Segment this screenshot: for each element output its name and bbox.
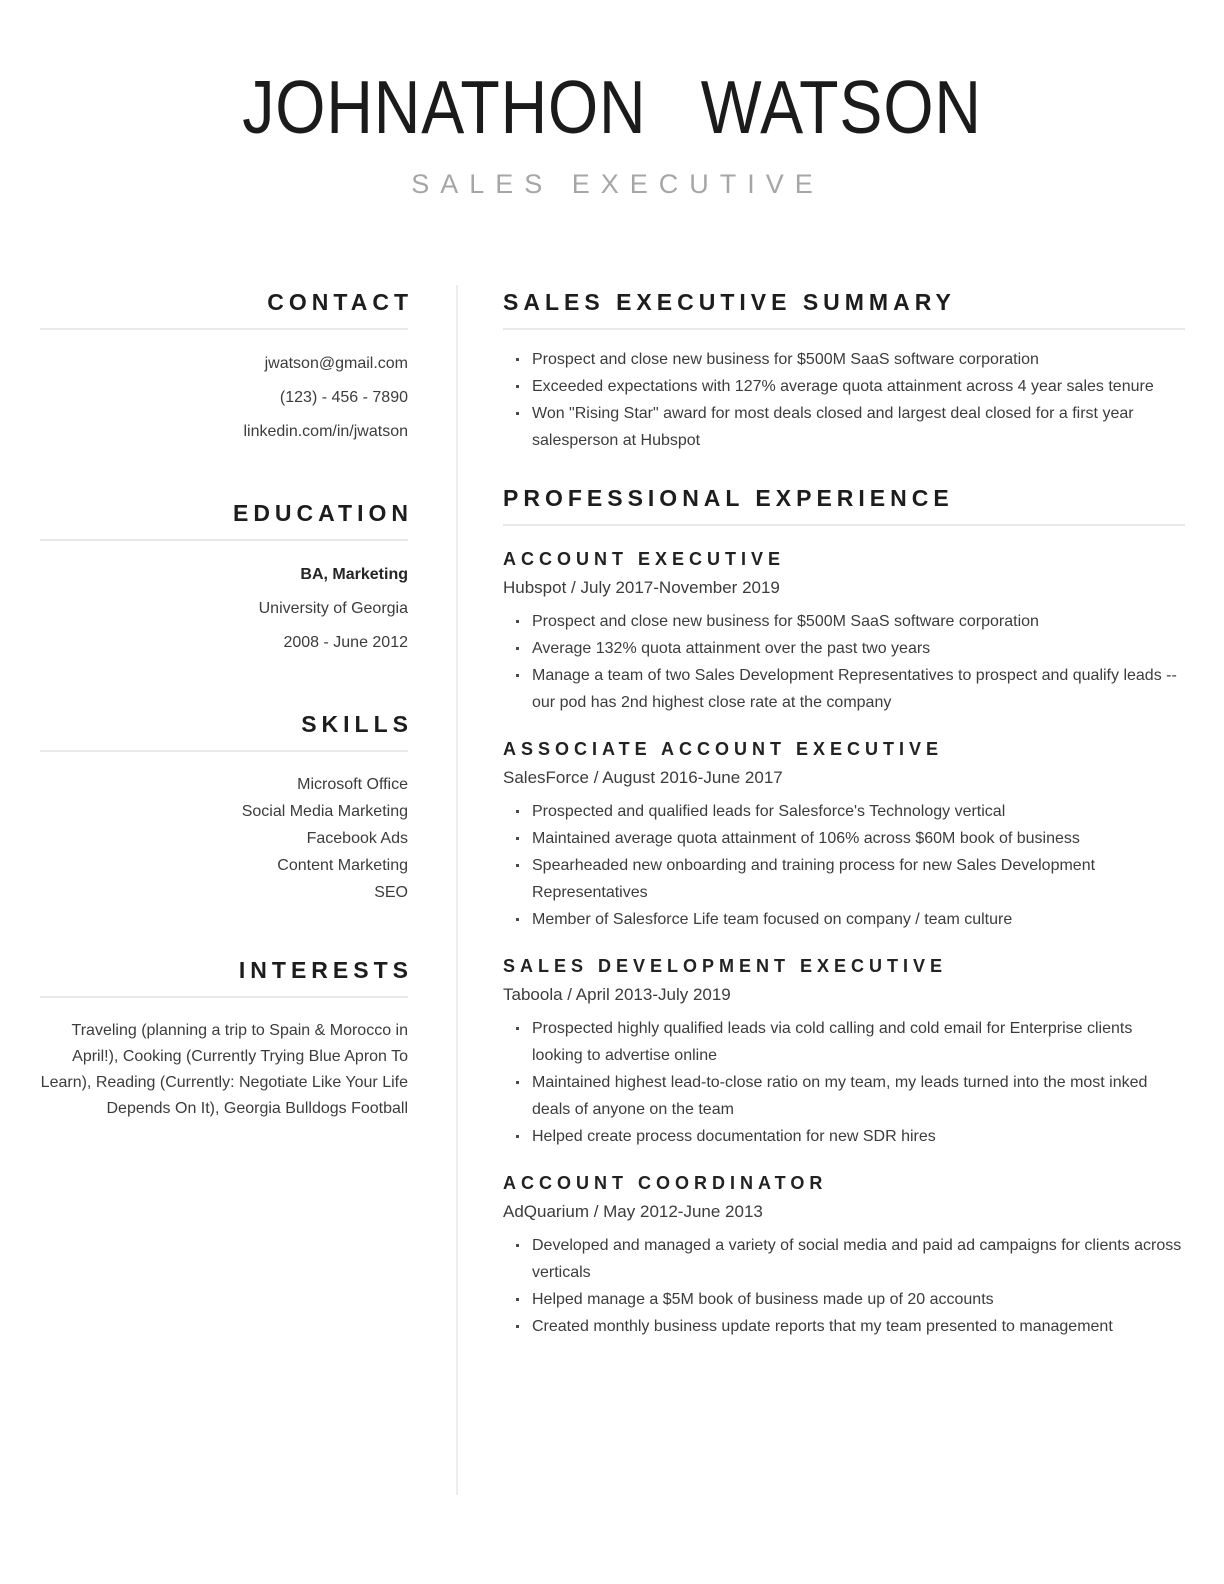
bullet-icon	[516, 674, 519, 677]
job-entry	[503, 548, 1185, 716]
contact-linkedin: linkedin.com/in/jwatson	[243, 423, 408, 440]
contact-phone: (123) - 456 - 7890	[279, 389, 408, 406]
job-bullet: Manage a team of two Sales Development Representatives to prospect and qualify leads -- our pod has 2nd highest close rate at the company	[503, 662, 1185, 716]
education-heading: EDUCATION	[232, 500, 413, 526]
job-bullet: Helped create process documentation for new SDR hires	[503, 1123, 1185, 1150]
skill-item: Content Marketing	[277, 857, 408, 874]
education-dates: 2008 - June 2012	[283, 634, 408, 651]
header-subtitle: SALES EXECUTIVE	[411, 169, 824, 199]
bullet-icon	[516, 918, 519, 921]
job-bullet: Maintained highest lead-to-close ratio on my team, my leads turned into the most inked deals of anyone on the team	[503, 1069, 1185, 1123]
skill-item: SEO	[374, 884, 408, 901]
interests-section	[40, 956, 413, 1122]
job-bullet: Helped manage a $5M book of business made up of 20 accounts	[503, 1286, 1185, 1313]
bullet-icon	[516, 358, 519, 361]
job-entry	[503, 1172, 1185, 1340]
job-entry	[503, 955, 1185, 1150]
education-entry	[40, 558, 408, 660]
contact-email: jwatson@gmail.com	[264, 355, 408, 372]
interests-text: Traveling (planning a trip to Spain & Morocco in April!), Cooking (Currently Trying Blue Apron To Learn), Reading (Currently: Negotiate Like Your Life Depends On It), Georgia Bulldogs Football	[40, 1022, 408, 1117]
resume-body	[0, 288, 1224, 1340]
section-rule	[503, 524, 1185, 526]
job-company-line: AdQuarium / May 2012-June 2013	[503, 1202, 763, 1221]
job-bullet: Prospect and close new business for $500M SaaS software corporation	[503, 608, 1185, 635]
experience-heading: PROFESSIONAL EXPERIENCE	[503, 485, 954, 511]
bullet-icon	[516, 1325, 519, 1328]
job-company-line: Taboola / April 2013-July 2019	[503, 985, 731, 1004]
job-bullet: Maintained average quota attainment of 106% across $60M book of business	[503, 825, 1185, 852]
interests-heading: INTERESTS	[238, 957, 413, 983]
contact-items	[40, 347, 408, 449]
job-bullet-list	[503, 1232, 1185, 1340]
job-company-line: SalesForce / August 2016-June 2017	[503, 768, 783, 787]
education-school: University of Georgia	[258, 600, 408, 617]
bullet-icon	[516, 620, 519, 623]
skills-list	[40, 771, 408, 906]
job-title: ASSOCIATE ACCOUNT EXECUTIVE	[503, 739, 944, 759]
section-rule	[503, 328, 1185, 330]
job-bullet: Prospected highly qualified leads via cold calling and cold email for Enterprise clients looking to advertise online	[503, 1015, 1185, 1069]
job-bullet: Member of Salesforce Life team focused on company / team culture	[503, 906, 1185, 933]
bullet-icon	[516, 647, 519, 650]
skill-item: Microsoft Office	[297, 776, 408, 793]
skills-section	[40, 710, 413, 906]
contact-heading: CONTACT	[267, 289, 413, 315]
bullet-icon	[516, 810, 519, 813]
main-column	[503, 288, 1185, 1340]
column-divider	[456, 285, 458, 1495]
bullet-icon	[516, 1298, 519, 1301]
bullet-icon	[516, 385, 519, 388]
section-rule	[40, 996, 408, 998]
experience-section	[503, 484, 1185, 1340]
bullet-icon	[516, 837, 519, 840]
section-rule	[40, 539, 408, 541]
skill-item: Social Media Marketing	[241, 803, 408, 820]
job-bullet-list	[503, 798, 1185, 933]
job-title: SALES DEVELOPMENT EXECUTIVE	[503, 956, 948, 976]
bullet-icon	[516, 1027, 519, 1030]
skill-item: Facebook Ads	[306, 830, 408, 847]
education-section	[40, 499, 413, 660]
section-rule	[40, 750, 408, 752]
bullet-icon	[516, 1135, 519, 1138]
job-title: ACCOUNT COORDINATOR	[503, 1173, 828, 1193]
job-bullet-list	[503, 1015, 1185, 1150]
section-rule	[40, 328, 408, 330]
sidebar-column	[40, 288, 413, 1340]
job-bullet: Developed and managed a variety of social media and paid ad campaigns for clients across verticals	[503, 1232, 1185, 1286]
summary-bullet: Exceeded expectations with 127% average quota attainment across 4 year sales tenure	[503, 373, 1185, 400]
job-entry	[503, 738, 1185, 933]
contact-section	[40, 288, 413, 449]
bullet-icon	[516, 412, 519, 415]
bullet-icon	[516, 1244, 519, 1247]
job-bullet: Prospected and qualified leads for Salesforce's Technology vertical	[503, 798, 1185, 825]
summary-bullet: Prospect and close new business for $500M SaaS software corporation	[503, 346, 1185, 373]
summary-bullet: Won "Rising Star" award for most deals closed and largest deal closed for a first year salesperson at Hubspot	[503, 400, 1185, 454]
skills-heading: SKILLS	[301, 711, 413, 737]
job-bullet-list	[503, 608, 1185, 716]
education-degree: BA, Marketing	[300, 566, 408, 583]
bullet-icon	[516, 864, 519, 867]
summary-heading: SALES EXECUTIVE SUMMARY	[503, 289, 956, 315]
resume-header	[0, 0, 1224, 200]
bullet-icon	[516, 1081, 519, 1084]
summary-bullet-list	[503, 346, 1185, 454]
job-bullet: Created monthly business update reports that my team presented to management	[503, 1313, 1185, 1340]
page-title: JOHNATHON WATSON	[242, 65, 982, 149]
summary-section	[503, 288, 1185, 454]
job-bullet: Spearheaded new onboarding and training process for new Sales Development Representatives	[503, 852, 1185, 906]
job-title: ACCOUNT EXECUTIVE	[503, 549, 786, 569]
job-company-line: Hubspot / July 2017-November 2019	[503, 578, 780, 597]
job-bullet: Average 132% quota attainment over the past two years	[503, 635, 1185, 662]
